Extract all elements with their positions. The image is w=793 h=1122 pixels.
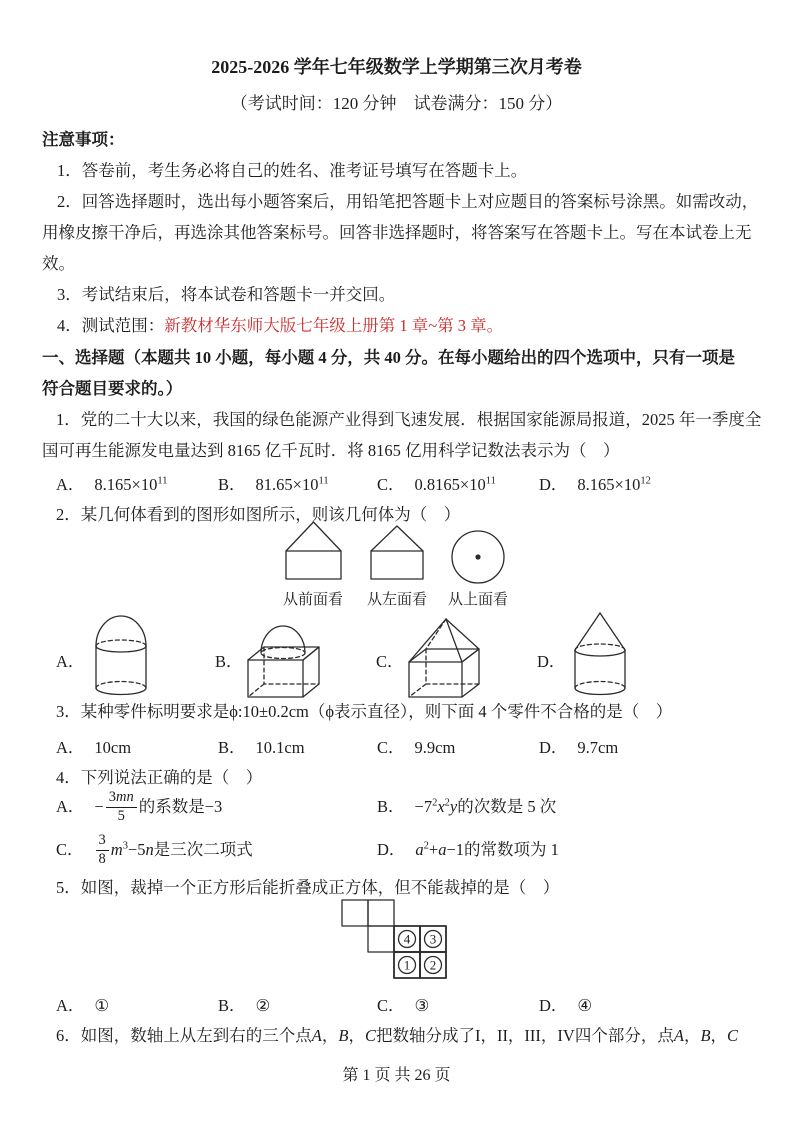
q6-point-a2: A (673, 1026, 684, 1045)
q5-option-d (539, 994, 592, 1018)
q5-option-a (56, 994, 109, 1018)
fraction-numerator: 3mn (106, 790, 137, 807)
q2-stem: 2．某几何体看到的图形如图所示，则该几何体为（ ） (56, 505, 461, 524)
q2-shape-c-cuboid-pyramid (404, 614, 494, 698)
q6-text-2: 把数轴分成了I，II，III，IV四个部分，点 (375, 1026, 674, 1045)
q6-point-c: C (364, 1026, 376, 1045)
notice-item-4-scope: 新教材华东师大版七年级上册第 1 章~第 3 章。 (164, 316, 504, 335)
left-view-shape (371, 526, 423, 579)
section-1-heading-line-2: 符合题目要求的。） (42, 379, 183, 398)
q5-option-c-label: C． (377, 996, 405, 1015)
q4-option-b (377, 786, 556, 828)
notice-item-2-line-3: 效。 (42, 254, 75, 273)
q5-option-d-value: ④ (577, 996, 593, 1015)
top-view-shape (452, 531, 504, 583)
q1-option-c (377, 473, 496, 497)
q3-option-b-value: 10.1cm (255, 738, 305, 757)
q2-option-a-label: A． (56, 652, 85, 671)
page-title: 2025-2026 学年七年级数学上学期第三次月考卷 (211, 57, 582, 77)
q1-option-d (539, 473, 651, 497)
q4-option-b-expression: $-7^2x^2y$ (414, 797, 458, 816)
q5-stem: 5．如图，裁掉一个正方形后能折叠成正方体，但不能裁掉的是（ ） (56, 878, 560, 897)
q4-option-d-text: 的常数项为 1 (464, 840, 559, 859)
q4-option-c-fraction (96, 833, 109, 866)
notice-item-2-line-2: 用橡皮擦干净后，再选涂其他答案标号。回答非选择题时，将答案写在答题卡上。写在本试卷上无 (42, 223, 752, 242)
q1-option-a (56, 473, 167, 497)
q1-option-c-value: $0.8165\times 10^{11}$ (414, 475, 496, 494)
notice-item-3: 3．考试结束后，将本试卷和答题卡一并交回。 (57, 285, 396, 304)
q5-option-b-label: B． (218, 996, 246, 1015)
q1-option-a-value: $8.165\times 10^{11}$ (94, 475, 168, 494)
notice-item-4 (57, 314, 503, 338)
net-digit-2: 2 (429, 957, 437, 973)
q4-option-c-label: C． (56, 840, 84, 859)
q3-option-a (56, 736, 131, 760)
q2-option-d-label: D． (537, 652, 566, 671)
q3-option-d-value: 9.7cm (577, 738, 619, 757)
fraction-denominator: 5 (117, 807, 125, 824)
exam-subtitle: （考试时间：120 分钟 试卷满分：150 分） (230, 94, 563, 113)
q4-option-a (56, 786, 222, 828)
front-view-label: 从前面看 (282, 592, 344, 608)
q1-stem-line-1: 1．党的二十大以来，我国的绿色能源产业得到飞速发展．根据国家能源局报道，2025 年一季度全 (56, 410, 762, 429)
left-view-label: 从左面看 (366, 592, 428, 608)
q1-option-b-exponent: 11 (318, 475, 329, 487)
q1-option-d-exponent: 12 (640, 475, 651, 487)
q1-option-a-exponent: 11 (157, 475, 168, 487)
q5-option-d-label: D． (539, 996, 568, 1015)
q1-option-d-value: $8.165\times 10^{12}$ (577, 475, 651, 494)
top-view-label: 从上面看 (447, 592, 509, 608)
q3-option-c (377, 736, 455, 760)
q4-option-d-label: D． (377, 840, 406, 859)
q4-option-a-minus: − (94, 797, 104, 816)
q5-option-b (218, 994, 270, 1018)
net-square (368, 900, 394, 926)
q3-option-d (539, 736, 618, 760)
q6-point-c2: C (727, 1026, 739, 1045)
q4-option-a-label: A． (56, 797, 85, 816)
q5-cube-net-figure (341, 899, 451, 983)
q3-stem: 3．某种零件标明要求是ϕ:10±0.2cm（ϕ表示直径），则下面 4 个零件不合格的是（ ） (56, 702, 673, 721)
q4-stem: 4．下列说法正确的是（ ） (56, 768, 263, 787)
q3-option-d-label: D． (539, 738, 568, 757)
q5-option-a-value: ① (94, 996, 110, 1015)
q4-option-c-expression: $m^3-5n$ (110, 840, 154, 859)
notice-item-2-line-1: 2．回答选择题时，选出每小题答案后，用铅笔把答题卡上对应题目的答案标号涂黑。如需改动， (57, 192, 759, 211)
net-digit-1: 1 (403, 957, 411, 973)
net-digit-3: 3 (429, 931, 437, 947)
fraction-denominator: 8 (98, 850, 106, 867)
q4-option-c (56, 829, 253, 871)
q1-option-a-label: A． (56, 475, 85, 494)
q1-option-c-exponent: 11 (485, 475, 496, 487)
q1-option-c-label: C． (377, 475, 405, 494)
front-view-shape (286, 522, 341, 579)
q4-option-a-text: 的系数是−3 (138, 797, 223, 816)
q3-option-a-value: 10cm (94, 738, 132, 757)
q6-text-1: 6．如图，数轴上从左到右的三个点 (56, 1026, 312, 1045)
notices-heading: 注意事项： (42, 130, 125, 149)
q1-option-b (218, 473, 329, 497)
net-square (342, 900, 368, 926)
q4-option-b-label: B． (377, 797, 405, 816)
q2-option-b-label: B． (215, 652, 243, 671)
q1-option-b-value: $81.65\times 10^{11}$ (255, 475, 329, 494)
q4-option-d (377, 829, 559, 871)
q2-shape-d-cylinder-cone (565, 610, 635, 698)
q5-option-b-value: ② (255, 996, 271, 1015)
net-square (368, 926, 394, 952)
q3-option-b (218, 736, 305, 760)
q3-option-c-value: 9.9cm (414, 738, 456, 757)
q3-option-a-label: A． (56, 738, 85, 757)
q4-option-b-text: 的次数是 5 次 (457, 797, 557, 816)
notice-item-4-prefix: 4．测试范围： (57, 316, 165, 335)
fraction-numerator: 3 (96, 833, 109, 850)
q2-option-c-label: C． (376, 652, 404, 671)
q1-option-b-label: B． (218, 475, 246, 494)
q2-shape-b-cuboid-dome (243, 614, 338, 698)
q6-point-a: A (311, 1026, 322, 1045)
q6-point-b: B (338, 1026, 349, 1045)
net-digit-4: 4 (403, 931, 411, 947)
q4-option-a-fraction (106, 790, 137, 823)
q5-option-c (377, 994, 429, 1018)
q6-stem: 6．如图，数轴上从左到右的三个点A，B，C把数轴分成了I，II，III，IV四个部分，点A，B，C (56, 1026, 739, 1045)
q6-point-b2: B (700, 1026, 711, 1045)
q1-stem-line-2: 国可再生能源发电量达到 8165 亿千瓦时．将 8165 亿用科学记数法表示为（ ） (42, 441, 620, 460)
q4-option-d-expression: $a^2+a-1$ (415, 840, 465, 859)
q5-option-c-value: ③ (414, 996, 430, 1015)
q2-shape-a-cylinder-dome (86, 610, 156, 698)
q2-three-views-figure (278, 518, 540, 610)
q1-option-d-label: D． (539, 475, 568, 494)
q3-option-c-label: C． (377, 738, 405, 757)
q4-option-c-text: 是三次二项式 (153, 840, 253, 859)
notice-item-1: 1．答卷前，考生务必将自己的姓名、准考证号填写在答题卡上。 (57, 161, 528, 180)
page-footer: 第 1 页 共 26 页 (342, 1067, 451, 1084)
q3-option-b-label: B． (218, 738, 246, 757)
section-1-heading-line-1: 一、选择题（本题共 10 小题，每小题 4 分，共 40 分。在每小题给出的四个选项中，只有一项是 (42, 348, 735, 367)
q5-option-a-label: A． (56, 996, 85, 1015)
